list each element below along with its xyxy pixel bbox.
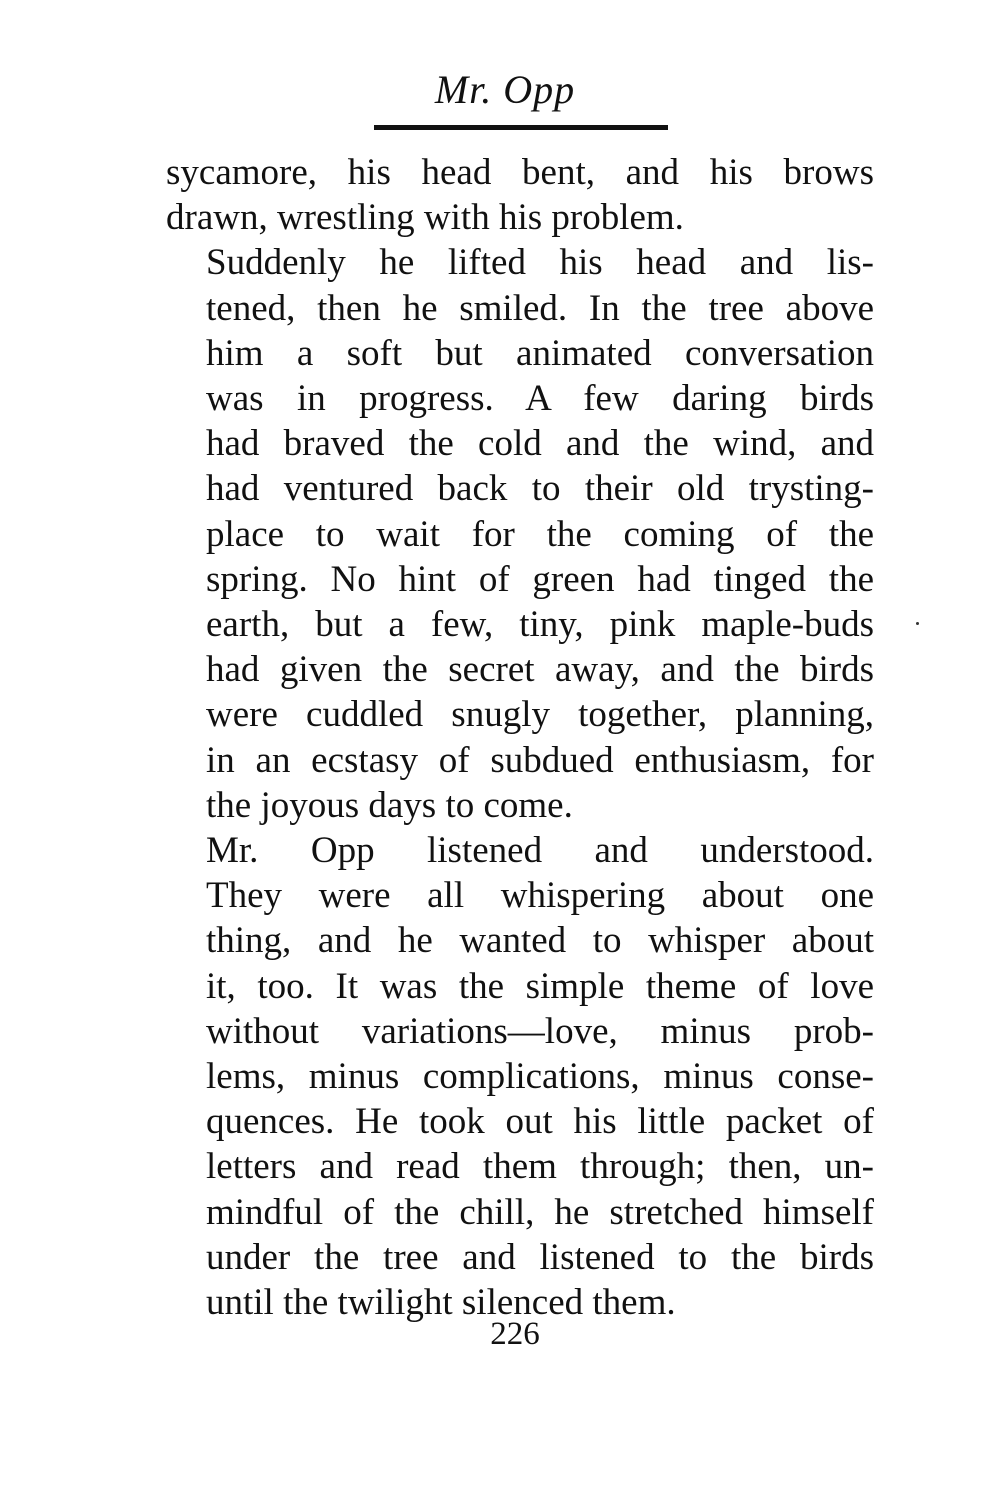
text-line: were cuddled snugly together, planning, xyxy=(206,694,874,736)
page-number: 226 xyxy=(490,1316,540,1352)
text-line: letters and read them through; then, un- xyxy=(206,1146,874,1188)
text-line: had ventured back to their old trysting- xyxy=(206,468,874,510)
text-line: lems, minus complications, minus conse- xyxy=(206,1056,874,1098)
text-line: thing, and he wanted to whisper about xyxy=(206,920,874,962)
text-line: earth, but a few, tiny, pink maple-buds xyxy=(206,604,874,646)
text-line: had braved the cold and the wind, and xyxy=(206,423,874,465)
text-line: spring. No hint of green had tinged the xyxy=(206,558,874,600)
body-text xyxy=(166,150,874,1325)
header-rule xyxy=(374,125,668,130)
text-line: the joyous days to come. xyxy=(206,784,573,826)
text-line: was in progress. A few daring birds xyxy=(206,378,874,420)
text-line: Suddenly he lifted his head and lis- xyxy=(206,242,874,284)
paragraph-1 xyxy=(166,150,874,240)
text-line: drawn, wrestling with his problem. xyxy=(166,197,684,239)
text-line: Mr. Opp listened and understood. xyxy=(206,830,874,872)
running-head: Mr. Opp xyxy=(434,67,576,112)
text-line: it, too. It was the simple theme of love xyxy=(206,965,874,1007)
text-line: had given the secret away, and the birds xyxy=(206,649,874,691)
text-line: They were all whispering about one xyxy=(206,875,874,917)
paragraph-2 xyxy=(166,240,874,828)
text-line: mindful of the chill, he stretched himself xyxy=(206,1191,874,1233)
text-line: him a soft but animated conversation xyxy=(206,332,874,374)
paragraph-3 xyxy=(166,828,874,1325)
text-line: tened, then he smiled. In the tree above xyxy=(206,287,874,329)
text-line: without variations—love, minus prob- xyxy=(206,1010,874,1052)
text-line: sycamore, his head bent, and his brows xyxy=(166,152,874,193)
text-line: under the tree and listened to the birds xyxy=(206,1236,874,1278)
text-line: place to wait for the coming of the xyxy=(206,513,874,555)
ink-speck xyxy=(916,622,919,625)
text-line: until the twilight silenced them. xyxy=(206,1282,676,1324)
text-line: in an ecstasy of subdued enthusiasm, for xyxy=(206,739,874,781)
text-line: quences. He took out his little packet of xyxy=(206,1101,874,1143)
